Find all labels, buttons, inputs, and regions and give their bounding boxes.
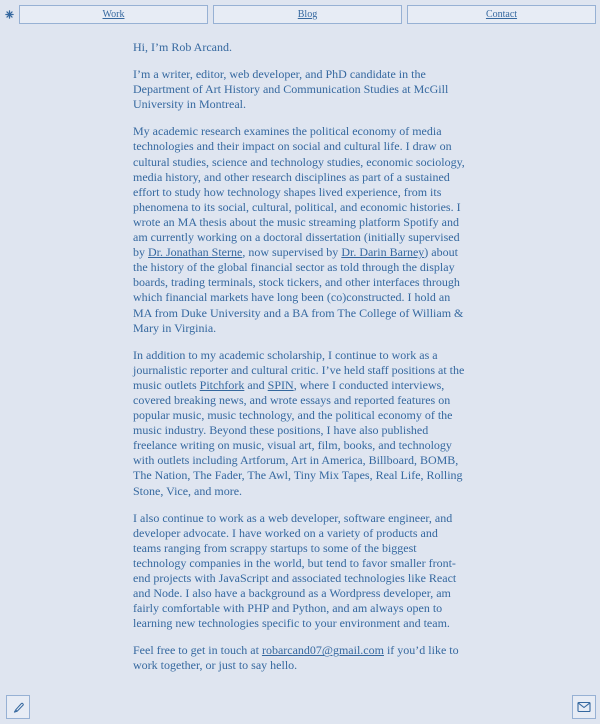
nav-link-work[interactable]: Work (102, 9, 125, 20)
inline-link[interactable]: Pitchfork (199, 377, 245, 392)
top-nav (4, 5, 596, 24)
inline-link[interactable]: SPIN (267, 377, 294, 392)
nav-box-work[interactable] (19, 5, 208, 24)
paragraph: Hi, I’m Rob Arcand. (133, 40, 232, 54)
paragraph: In addition to my academic scholarship, I continue to work as a journalistic reporter and cultural critic. I’ve held staff positions at the music outlets Pitchfork and SPIN, where I conducted interviews, covered breaking news, and wrote essays and reported features on popular music, music technology, and the political economy of the music industry. Beyond these positions, I have also published freelance writing on music, visual art, film, books, and technology with outlets including Artforum, Art in America, Billboard, BOMB, The Nation, The Fader, The Awl, Tiny Mix Tapes, Real Life, Rolling Stone, Vice, and more. (133, 347, 465, 498)
inline-link[interactable]: robarcand07@gmail.com (261, 643, 384, 658)
inline-link[interactable]: Dr. Darin Barney (341, 245, 425, 260)
paragraph: Feel free to get in touch at robarcand07@gmail.com if you’d like to work together, or just to say hello. (133, 643, 459, 673)
nav-box-contact[interactable] (407, 5, 596, 24)
inline-link[interactable]: Dr. Jonathan Sterne (148, 245, 243, 260)
nav-box-blog[interactable] (213, 5, 402, 24)
paragraph: I also continue to work as a web developer, software engineer, and developer advocate. I have worked on a variety of products and teams ranging from scrappy startups to some of the biggest technology companies in the world, but tend to favor smaller front-end projects with JavaScript and associated technologies like React and Node. I also have a background as a Wordpress developer, am fairly comfortable with PHP and Python, and am always open to learning new technologies specific to your environment and team. (133, 510, 457, 631)
nav-link-blog[interactable]: Blog (297, 9, 318, 20)
bio-text (133, 40, 466, 686)
pen-button[interactable] (6, 695, 30, 719)
nav-link-contact[interactable]: Contact (485, 9, 518, 20)
paragraph: I’m a writer, editor, web developer, and PhD candidate in the Department of Art History and Communication Studies at McGill University in Montreal. (133, 67, 449, 112)
paragraph: My academic research examines the political economy of media technologies and their impact on social and cultural life. I draw on cultural studies, science and technology studies, economic sociology, media history, and other research disciplines as part of a sustained effort to study how technology shapes lived experience, from its phenomena to its social, cultural, political, and economic histories. I wrote an MA thesis about the music streaming platform Spotify and am currently working on a doctoral dissertation (initially supervised by Dr. Jonathan Sterne, now supervised by Dr. Darin Barney) about the history of the global financial sector as told through the display boards, trading terminals, stock tickers, and other interfaces through which financial markets have long been (co)constructed. I hold an MA from Duke University and a BA from The College of William & Mary in Virginia. (133, 124, 465, 335)
email-button[interactable] (572, 695, 596, 719)
asterisk-icon (4, 10, 14, 20)
envelope-icon (577, 701, 591, 713)
pen-icon (12, 701, 25, 714)
